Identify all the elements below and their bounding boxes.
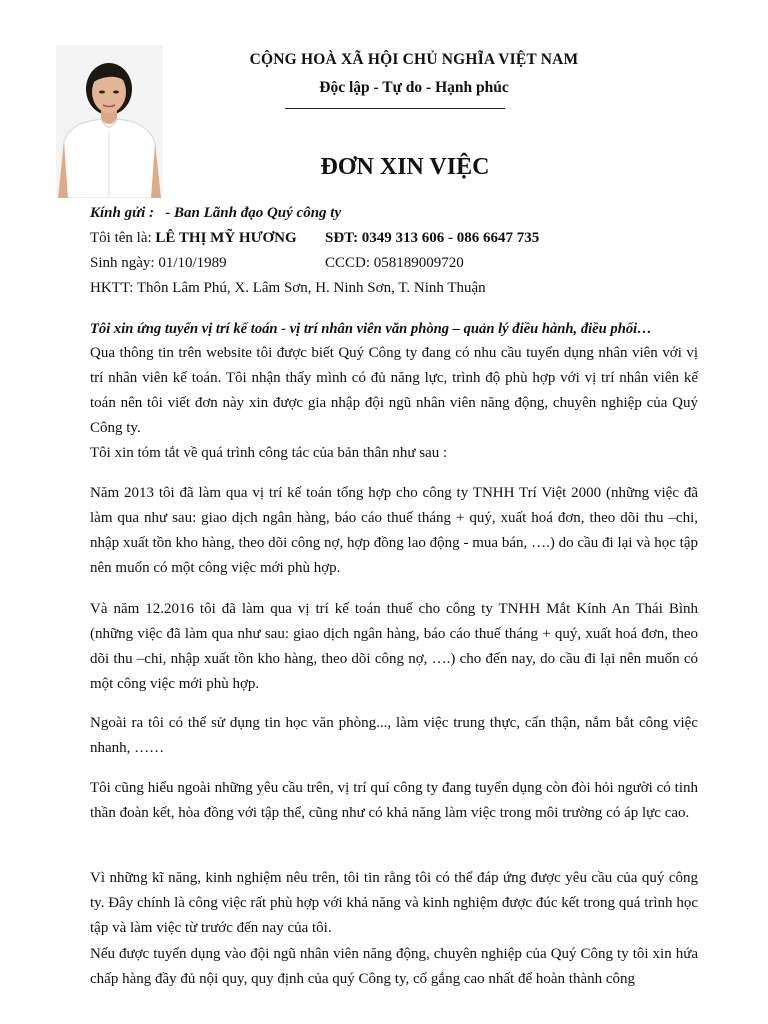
motto-header: Độc lập - Tự do - Hạnh phúc [319, 79, 509, 96]
intro-paragraph: Qua thông tin trên website tôi được biết Quý Công ty đang có nhu cầu tuyển dụng nhân viên với vị trí nhân viên kế toán. Tôi nhận thấy mình có đủ năng lực, trình độ phù hợp với vị trí nhân viên kế toán nên tôi viết đơn này xin được gia nhập đội ngũ nhân viên năng động, chuyên nghiệp của Quý Công ty. [90, 345, 698, 436]
nation-header: CỘNG HOÀ XÃ HỘI CHỦ NGHĨA VIỆT NAM [249, 51, 579, 68]
id-card-number: CCCD: 058189009720 [325, 255, 464, 271]
commitment-paragraph: Nếu được tuyển dụng vào đội ngũ nhân viên năng động, chuyên nghiệp của Quý Công ty tôi xin hứa chấp hàng đầy đủ nội quy, quy định của quý Công ty, cố gắng cao nhất để hoàn thành công [90, 946, 698, 987]
applicant-name: LÊ THỊ MỸ HƯƠNG [155, 230, 297, 246]
summary-paragraph: Tôi xin tóm tắt về quá trình công tác của bản thân như sau : [90, 445, 448, 461]
name-label: Tôi tên là: [90, 230, 156, 246]
name-line [90, 229, 297, 247]
experience-2016-paragraph: Và năm 12.2016 tôi đã làm qua vị trí kế toán thuế cho công ty TNHH Mắt Kính An Thái Bình (những việc đã làm qua như sau: giao dịch ngân hàng, báo cáo thuế tháng + quý, xuất hoá đơn, theo dõi thu –chi, nhập xuất tồn kho hàng, theo dõi công nợ, ….) cho đến nay, do cầu đi lại nên muốn có một công việc mới phù hợp. [90, 601, 698, 692]
salutation-value: - Ban Lãnh đạo Quý công ty [165, 205, 342, 221]
applicant-photo [56, 45, 163, 198]
date-of-birth: Sinh ngày: 01/10/1989 [90, 255, 227, 271]
phone-numbers: SĐT: 0349 313 606 - 086 6647 735 [325, 230, 540, 246]
position-applied: Tôi xin ứng tuyển vị trí kế toán - vị trí nhân viên văn phòng – quản lý điều hành, điều phối… [90, 321, 652, 337]
skills-paragraph: Ngoài ra tôi có thể sử dụng tin học văn phòng..., làm việc trung thực, cẩn thận, nắm bắt công việc nhanh, …… [90, 715, 698, 756]
document-title: ĐƠN XIN VIỆC [320, 154, 490, 180]
header-divider [285, 108, 505, 109]
salutation-label: Kính gửi : [90, 205, 155, 221]
belief-paragraph: Vì những kĩ năng, kinh nghiệm nêu trên, tôi tin rằng tôi có thể đáp ứng được yêu cầu của quý công ty. Đây chính là công việc rất phù hợp với khả năng và kinh nghiệm được đúc kết trong quá trình học tập và làm việc từ trước đến nay của tôi. [90, 870, 698, 936]
experience-2013-paragraph: Năm 2013 tôi đã làm qua vị trí kế toán tổng hợp cho công ty TNHH Trí Việt 2000 (những việc đã làm qua như sau: giao dịch ngân hàng, báo cáo thuế tháng + quý, xuất hoá đơn, theo dõi thu –chi, nhập xuất tồn kho hàng, theo dõi công nợ, hợp đồng lao động - mua bán, ….) do cầu đi lại và học tập nên muốn có một công việc mới phù hợp. [90, 485, 698, 576]
permanent-residence: HKTT: Thôn Lâm Phú, X. Lâm Sơn, H. Ninh Sơn, T. Ninh Thuận [90, 280, 486, 296]
salutation-line [90, 204, 341, 222]
teamwork-paragraph: Tôi cũng hiểu ngoài những yêu cầu trên, vị trí quí công ty đang tuyển dụng còn đòi hỏi người có tinh thần đoàn kết, hòa đồng với tập thể, cũng như có khả năng làm việc trong môi trường có áp lực cao. [90, 780, 698, 821]
